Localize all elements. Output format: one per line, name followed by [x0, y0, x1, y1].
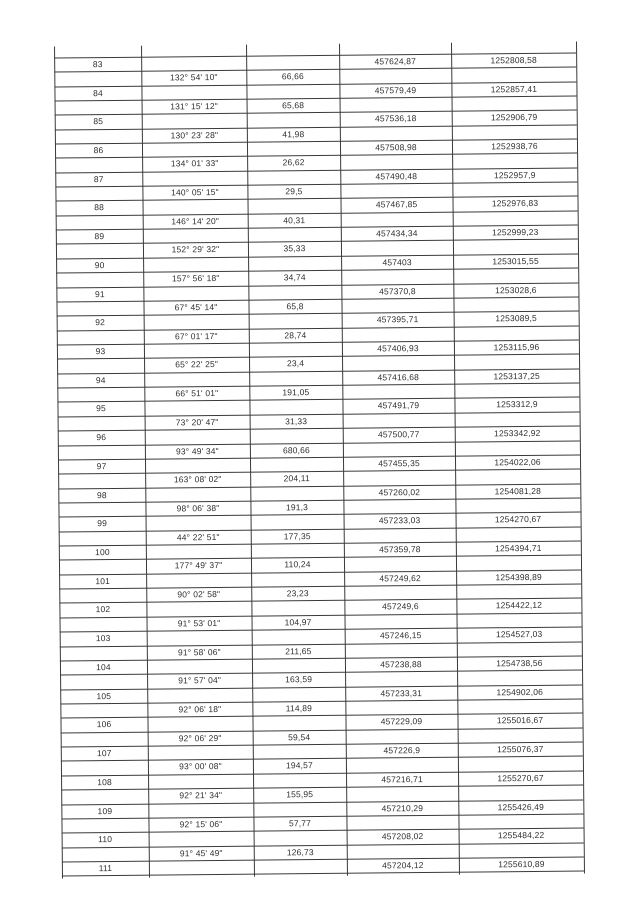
coordinate-x: 457260,02 — [378, 486, 421, 498]
line-length: 191,3 — [285, 502, 309, 513]
bearing-angle: 92° 21' 34" — [179, 790, 223, 801]
point-number: 88 — [94, 202, 104, 213]
bearing-angle: 67° 45' 14" — [174, 301, 218, 313]
line-length: 66,66 — [281, 71, 304, 82]
coordinate-y: 1252999,23 — [492, 226, 539, 238]
coordinate-y: 1252976,83 — [491, 198, 539, 209]
line-length: 23,4 — [286, 358, 305, 369]
bearing-angle: 157° 56' 18" — [171, 273, 220, 284]
point-number: 111 — [98, 862, 113, 874]
coordinate-x: 457233,31 — [380, 687, 423, 699]
point-number: 99 — [97, 518, 108, 529]
coordinate-y: 1253115,96 — [493, 341, 540, 353]
line-length: 104,97 — [284, 616, 312, 628]
point-number: 89 — [94, 231, 105, 242]
line-length: 41,98 — [282, 128, 305, 139]
coordinate-x: 457216,71 — [381, 773, 423, 785]
bearing-angle: 163° 08' 02" — [173, 474, 222, 485]
line-length: 35,33 — [283, 243, 306, 254]
coordinate-y: 1255270,67 — [497, 772, 544, 784]
coordinate-x: 457490,48 — [375, 170, 418, 182]
coordinate-y: 1254081,28 — [494, 485, 542, 496]
point-number: 106 — [96, 719, 112, 730]
point-number: 86 — [93, 145, 104, 156]
coordinate-x: 457500,77 — [377, 429, 420, 440]
point-number: 97 — [96, 460, 107, 472]
line-length: 155,95 — [286, 789, 314, 800]
coordinate-y: 1255426,49 — [497, 801, 545, 812]
coordinate-y: 1252808,58 — [490, 54, 537, 66]
coordinate-y: 1252857,41 — [490, 83, 538, 94]
coordinate-x: 457455,35 — [378, 457, 420, 469]
coordinate-x: 457395,71 — [376, 314, 419, 325]
bearing-angle: 93° 00' 08" — [178, 761, 222, 772]
point-number: 93 — [95, 346, 106, 357]
coordinate-x: 457246,15 — [379, 630, 422, 641]
coordinate-x: 457238,88 — [380, 658, 422, 670]
point-number: 103 — [95, 633, 111, 644]
point-number: 104 — [96, 661, 111, 673]
line-length: 211,65 — [285, 645, 312, 656]
coordinate-y: 1255610,89 — [498, 858, 545, 870]
point-number: 90 — [94, 259, 105, 270]
bearing-angle: 98° 06' 38" — [176, 502, 220, 514]
point-number: 94 — [95, 374, 106, 385]
line-length: 163,59 — [285, 674, 313, 685]
line-length: 65,68 — [282, 100, 305, 111]
point-number: 100 — [94, 547, 110, 558]
point-number: 98 — [96, 489, 107, 500]
coordinate-y: 1252957,9 — [493, 169, 536, 180]
coordinate-table — [54, 42, 584, 879]
point-number: 108 — [97, 776, 112, 787]
coordinate-y: 1252906,79 — [490, 112, 538, 123]
coordinate-x: 457370,8 — [379, 285, 416, 296]
bearing-angle: 92° 06' 29" — [178, 732, 222, 744]
coordinate-x: 457416,68 — [377, 371, 420, 383]
point-number: 92 — [95, 317, 106, 328]
bearing-angle: 44° 22' 51" — [176, 531, 220, 543]
coordinate-x: 457208,02 — [381, 831, 424, 842]
coordinate-y: 1255484,22 — [497, 830, 545, 841]
point-number: 84 — [93, 87, 103, 98]
coordinate-y: 1254394,71 — [495, 542, 542, 554]
point-number: 95 — [96, 403, 106, 414]
bearing-angle: 130° 23' 28" — [170, 129, 219, 141]
point-number: 83 — [92, 58, 103, 69]
bearing-angle: 67° 01' 17" — [174, 330, 218, 342]
line-length: 40,31 — [283, 214, 306, 226]
line-length: 28,74 — [284, 329, 307, 340]
coordinate-x: 457467,85 — [375, 199, 418, 210]
coordinate-y: 1253015,55 — [492, 255, 539, 267]
coordinate-y: 1254022,06 — [494, 456, 541, 468]
coordinate-y: 1254422,12 — [495, 600, 543, 611]
bearing-angle: 91° 53' 01" — [177, 617, 221, 629]
coordinate-y: 1253137,25 — [493, 370, 540, 382]
coordinate-x: 457210,29 — [381, 802, 424, 813]
bearing-angle: 66° 51' 01" — [175, 388, 219, 399]
line-length: 126,73 — [286, 846, 314, 857]
line-length: 110,24 — [284, 559, 311, 570]
point-number: 96 — [96, 432, 107, 443]
bearing-angle: 91° 57' 04" — [178, 675, 222, 686]
point-number: 109 — [97, 805, 113, 816]
coordinate-x: 457508,98 — [375, 142, 417, 153]
line-length: 194,57 — [285, 760, 313, 771]
bearing-angle: 134° 01' 33" — [170, 158, 219, 169]
line-length: 65,8 — [286, 301, 304, 312]
coordinate-x: 457536,18 — [374, 113, 417, 124]
coordinate-y: 1254527,03 — [495, 629, 543, 640]
bearing-angle: 132° 54' 10" — [169, 72, 218, 83]
bearing-angle: 177° 49' 37" — [174, 560, 223, 571]
line-length: 114,89 — [285, 703, 313, 714]
line-length: 204,11 — [283, 473, 310, 484]
line-length: 57,77 — [288, 817, 312, 829]
line-length: 59,54 — [288, 731, 311, 743]
point-number: 101 — [95, 575, 111, 586]
line-length: 31,33 — [285, 415, 308, 427]
coordinate-x: 457359,78 — [379, 544, 421, 555]
coordinate-x: 457624,87 — [374, 55, 416, 67]
bearing-angle: 92° 15' 06" — [179, 818, 223, 830]
bearing-angle: 140° 05' 15" — [171, 186, 219, 198]
coordinate-y: 1254902,06 — [496, 686, 543, 697]
point-number: 105 — [96, 690, 112, 701]
coordinate-x: 457204,12 — [382, 859, 424, 871]
point-number: 107 — [96, 748, 112, 759]
coordinate-x: 457406,93 — [377, 343, 419, 354]
coordinate-x: 457491,79 — [377, 400, 420, 411]
bearing-angle: 92° 06' 18" — [178, 703, 222, 715]
line-length: 23,23 — [286, 588, 309, 599]
coordinate-y: 1253312,9 — [496, 399, 538, 410]
point-number: 87 — [93, 173, 104, 184]
bearing-angle: 91° 45' 49" — [179, 847, 223, 858]
bearing-angle: 152° 29' 32" — [171, 244, 220, 255]
bearing-angle: 93° 49' 34" — [175, 445, 219, 456]
coordinate-y: 1254738,56 — [496, 657, 543, 669]
point-number: 102 — [95, 604, 111, 615]
coordinate-x: 457233,03 — [378, 515, 421, 526]
point-number: 110 — [98, 834, 113, 845]
coordinate-x: 457229,09 — [380, 716, 423, 727]
bearing-angle: 91° 58' 06" — [177, 646, 221, 657]
line-length: 191,05 — [282, 387, 310, 398]
coordinate-y: 1253028,6 — [495, 284, 537, 295]
coordinate-y: 1255076,37 — [497, 743, 544, 755]
coordinate-y: 1254270,67 — [494, 514, 542, 525]
point-number: 85 — [93, 116, 104, 127]
coordinate-x: 457403 — [382, 256, 412, 268]
bearing-angle: 65° 22' 25" — [175, 359, 219, 370]
bearing-angle: 146° 14' 20" — [171, 215, 220, 227]
line-length: 29,5 — [285, 186, 303, 197]
point-number: 91 — [94, 288, 105, 299]
coordinate-x: 457579,49 — [374, 84, 417, 95]
line-length: 680,66 — [282, 444, 310, 455]
coordinate-y: 1252938,76 — [491, 140, 538, 152]
line-length: 26,62 — [282, 157, 305, 168]
coordinate-y: 1255016,67 — [496, 715, 544, 726]
coordinate-y: 1253089,5 — [495, 313, 537, 324]
coordinate-x: 457249,6 — [382, 601, 419, 612]
coordinate-x: 457249,62 — [379, 572, 421, 584]
line-length: 177,35 — [283, 530, 311, 542]
coordinate-y: 1253342,92 — [493, 428, 541, 439]
coordinate-x: 457434,34 — [376, 228, 418, 239]
bearing-angle: 90° 02' 58" — [177, 589, 221, 600]
coordinate-y: 1254398,89 — [495, 571, 542, 583]
line-length: 34,74 — [283, 272, 306, 283]
bearing-angle: 131° 15' 12" — [170, 100, 218, 112]
coordinate-x: 457226,9 — [383, 745, 421, 756]
bearing-angle: 73° 20' 47" — [175, 416, 219, 428]
